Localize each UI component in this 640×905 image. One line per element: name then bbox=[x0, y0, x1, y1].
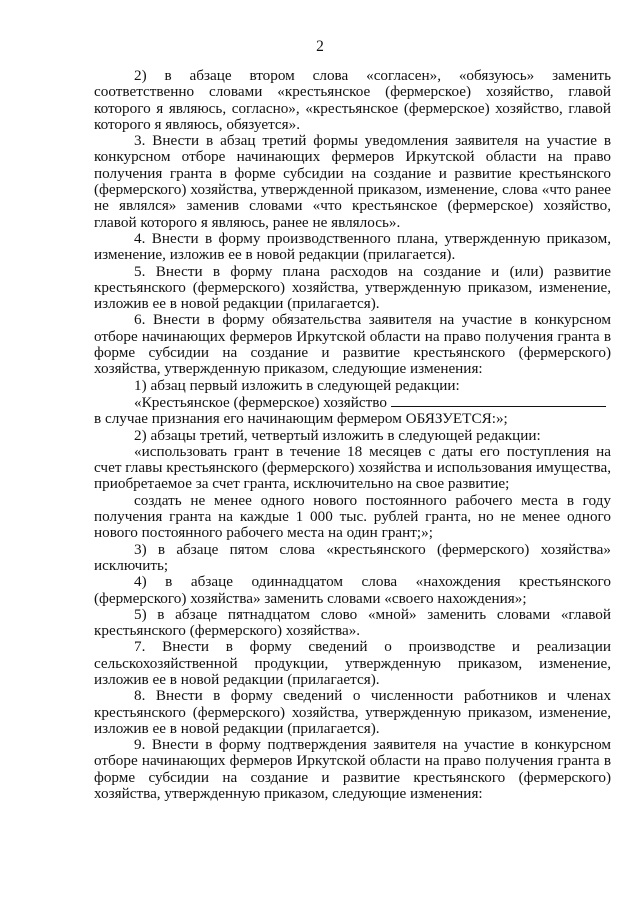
paragraph-5: 5. Внести в форму плана расходов на создание и (или) развитие крестьянского (фермерского) хозяйства, утвержденную приказом, изменение, изложив ее в новой редакции (прилагается). bbox=[94, 262, 611, 313]
paragraph-obligation: в случае признания его начинающим фермером ОБЯЗУЕТСЯ:»; bbox=[94, 410, 508, 428]
paragraph-6-item-1: 1) абзац первый изложить в следующей редакции: bbox=[134, 376, 460, 394]
paragraph-6-item-5: 5) в абзаце пятнадцатом слово «мной» заменить словами «главой крестьянского (фермерского) хозяйства». bbox=[94, 605, 611, 640]
page-number: 2 bbox=[316, 38, 324, 55]
paragraph-item-2: 2) в абзаце втором слова «согласен», «обязуюсь» заменить соответственно словами «крестьянское (фермерское) хозяйство, главой которого я являюсь, согласно», «крестьянское (фермерское) хозяйство, главой которого я являюсь, обязуется». bbox=[94, 67, 611, 133]
paragraph-farm-line bbox=[94, 394, 611, 411]
paragraph-6: 6. Внести в форму обязательства заявителя на участие в конкурсном отборе начинающих фермеров Иркутской области на право получения гранта в форме субсидии на создание и развитие крестьянского (фермерского) хозяйства, утвержденную приказом, следующие изменения: bbox=[94, 311, 611, 378]
blank-fill-line bbox=[391, 394, 606, 407]
paragraph-6-item-2: 2) абзацы третий, четвертый изложить в следующей редакции: bbox=[134, 426, 541, 444]
paragraph-7: 7. Внести в форму сведений о производстве и реализации сельскохозяйственной продукции, утвержденную приказом, изменение, изложив ее в новой редакции (прилагается). bbox=[94, 638, 611, 688]
paragraph-4: 4. Внести в форму производственного плана, утвержденную приказом, изменение, изложив ее в новой редакции (прилагается). bbox=[94, 229, 611, 264]
paragraph-9: 9. Внести в форму подтверждения заявителя на участие в конкурсном отборе начинающих фермеров Иркутской области на право получения гранта в форме субсидии на создание и развитие крестьянского (фермерского) хозяйства, утвержденную приказом, следующие изменения: bbox=[94, 736, 611, 803]
paragraph-jobs: создать не менее одного нового постоянного рабочего места в году получения гранта на каждые 1 000 тыс. рублей гранта, но не менее одного нового постоянного рабочего места на один грант;»; bbox=[94, 491, 611, 542]
document-body bbox=[94, 68, 611, 802]
paragraph-6-item-4: 4) в абзаце одиннадцатом слова «нахождения крестьянского (фермерского) хозяйства» заменить словами «своего нахождения»; bbox=[94, 573, 611, 607]
paragraph-3: 3. Внести в абзац третий формы уведомления заявителя на участие в конкурсном отборе начинающих фермеров Иркутской области на право получения гранта в форме субсидии на создание и развитие крестьянского (фермерского) хозяйства, утвержденной приказом, изменение, слова «что ранее не являлся» заменив словами «что крестьянское (фермерское) хозяйство, главой которого я являюсь, ранее не являлось». bbox=[94, 132, 611, 231]
paragraph-6-item-3: 3) в абзаце пятом слова «крестьянского (фермерского) хозяйства» исключить; bbox=[94, 540, 611, 574]
paragraph-8: 8. Внести в форму сведений о численности работников и членах крестьянского (фермерского) хозяйства, утвержденную приказом, изменение, изложив ее в новой редакции (прилагается). bbox=[94, 687, 611, 737]
paragraph-grant-use: «использовать грант в течение 18 месяцев с даты его поступления на счет главы крестьянского (фермерского) хозяйства и использования имущества, приобретаемое за счет гранта, исключительно на свое развитие; bbox=[94, 442, 611, 493]
farm-line-text: «Крестьянское (фермерское) хозяйство bbox=[134, 393, 387, 411]
